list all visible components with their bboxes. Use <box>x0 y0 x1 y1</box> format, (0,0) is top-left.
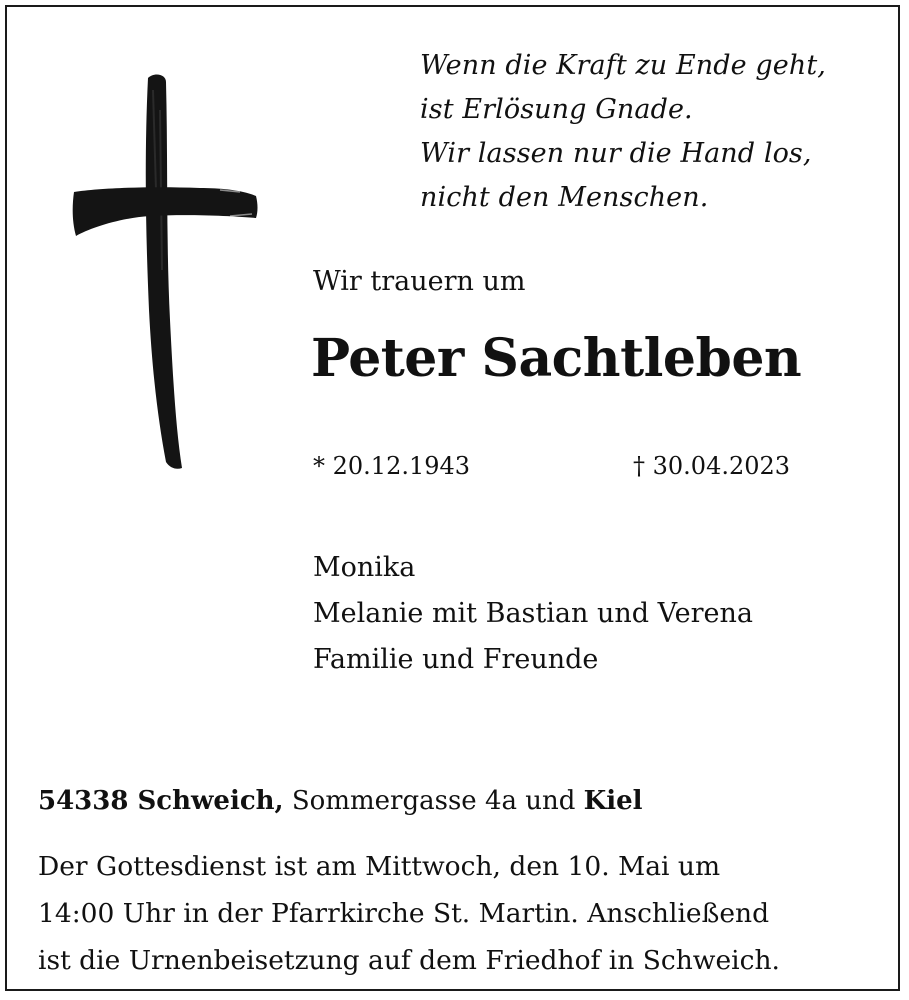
deceased-name: Peter Sachtleben <box>311 328 802 389</box>
family-member: Familie und Freunde <box>313 644 599 675</box>
service-line: ist die Urnenbeisetzung auf dem Friedhof in Schweich. <box>38 945 780 976</box>
quote-block <box>420 44 826 220</box>
service-info <box>38 843 780 984</box>
quote-line: nicht den Menschen. <box>420 182 709 213</box>
quote-line: Wenn die Kraft zu Ende geht, <box>420 50 826 81</box>
address-street: Sommergasse 4a und <box>291 786 576 816</box>
quote-line: Wir lassen nur die Hand los, <box>420 138 812 169</box>
family-member: Melanie mit Bastian und Verena <box>313 598 753 629</box>
mourning-line: Wir trauern um <box>313 266 526 297</box>
address-line <box>38 786 643 816</box>
address-city2: Kiel <box>583 786 643 816</box>
service-line: 14:00 Uhr in der Pfarrkirche St. Martin. Anschließend <box>38 898 770 929</box>
family-list <box>313 545 753 683</box>
brush-cross-icon <box>70 70 260 470</box>
birth-date: * 20.12.1943 <box>313 452 471 480</box>
quote-line: ist Erlösung Gnade. <box>420 94 693 125</box>
service-line: Der Gottesdienst ist am Mittwoch, den 10. Mai um <box>38 851 721 882</box>
address-city: 54338 Schweich, <box>38 786 284 816</box>
death-date: † 30.04.2023 <box>633 452 791 480</box>
family-member: Monika <box>313 552 416 583</box>
